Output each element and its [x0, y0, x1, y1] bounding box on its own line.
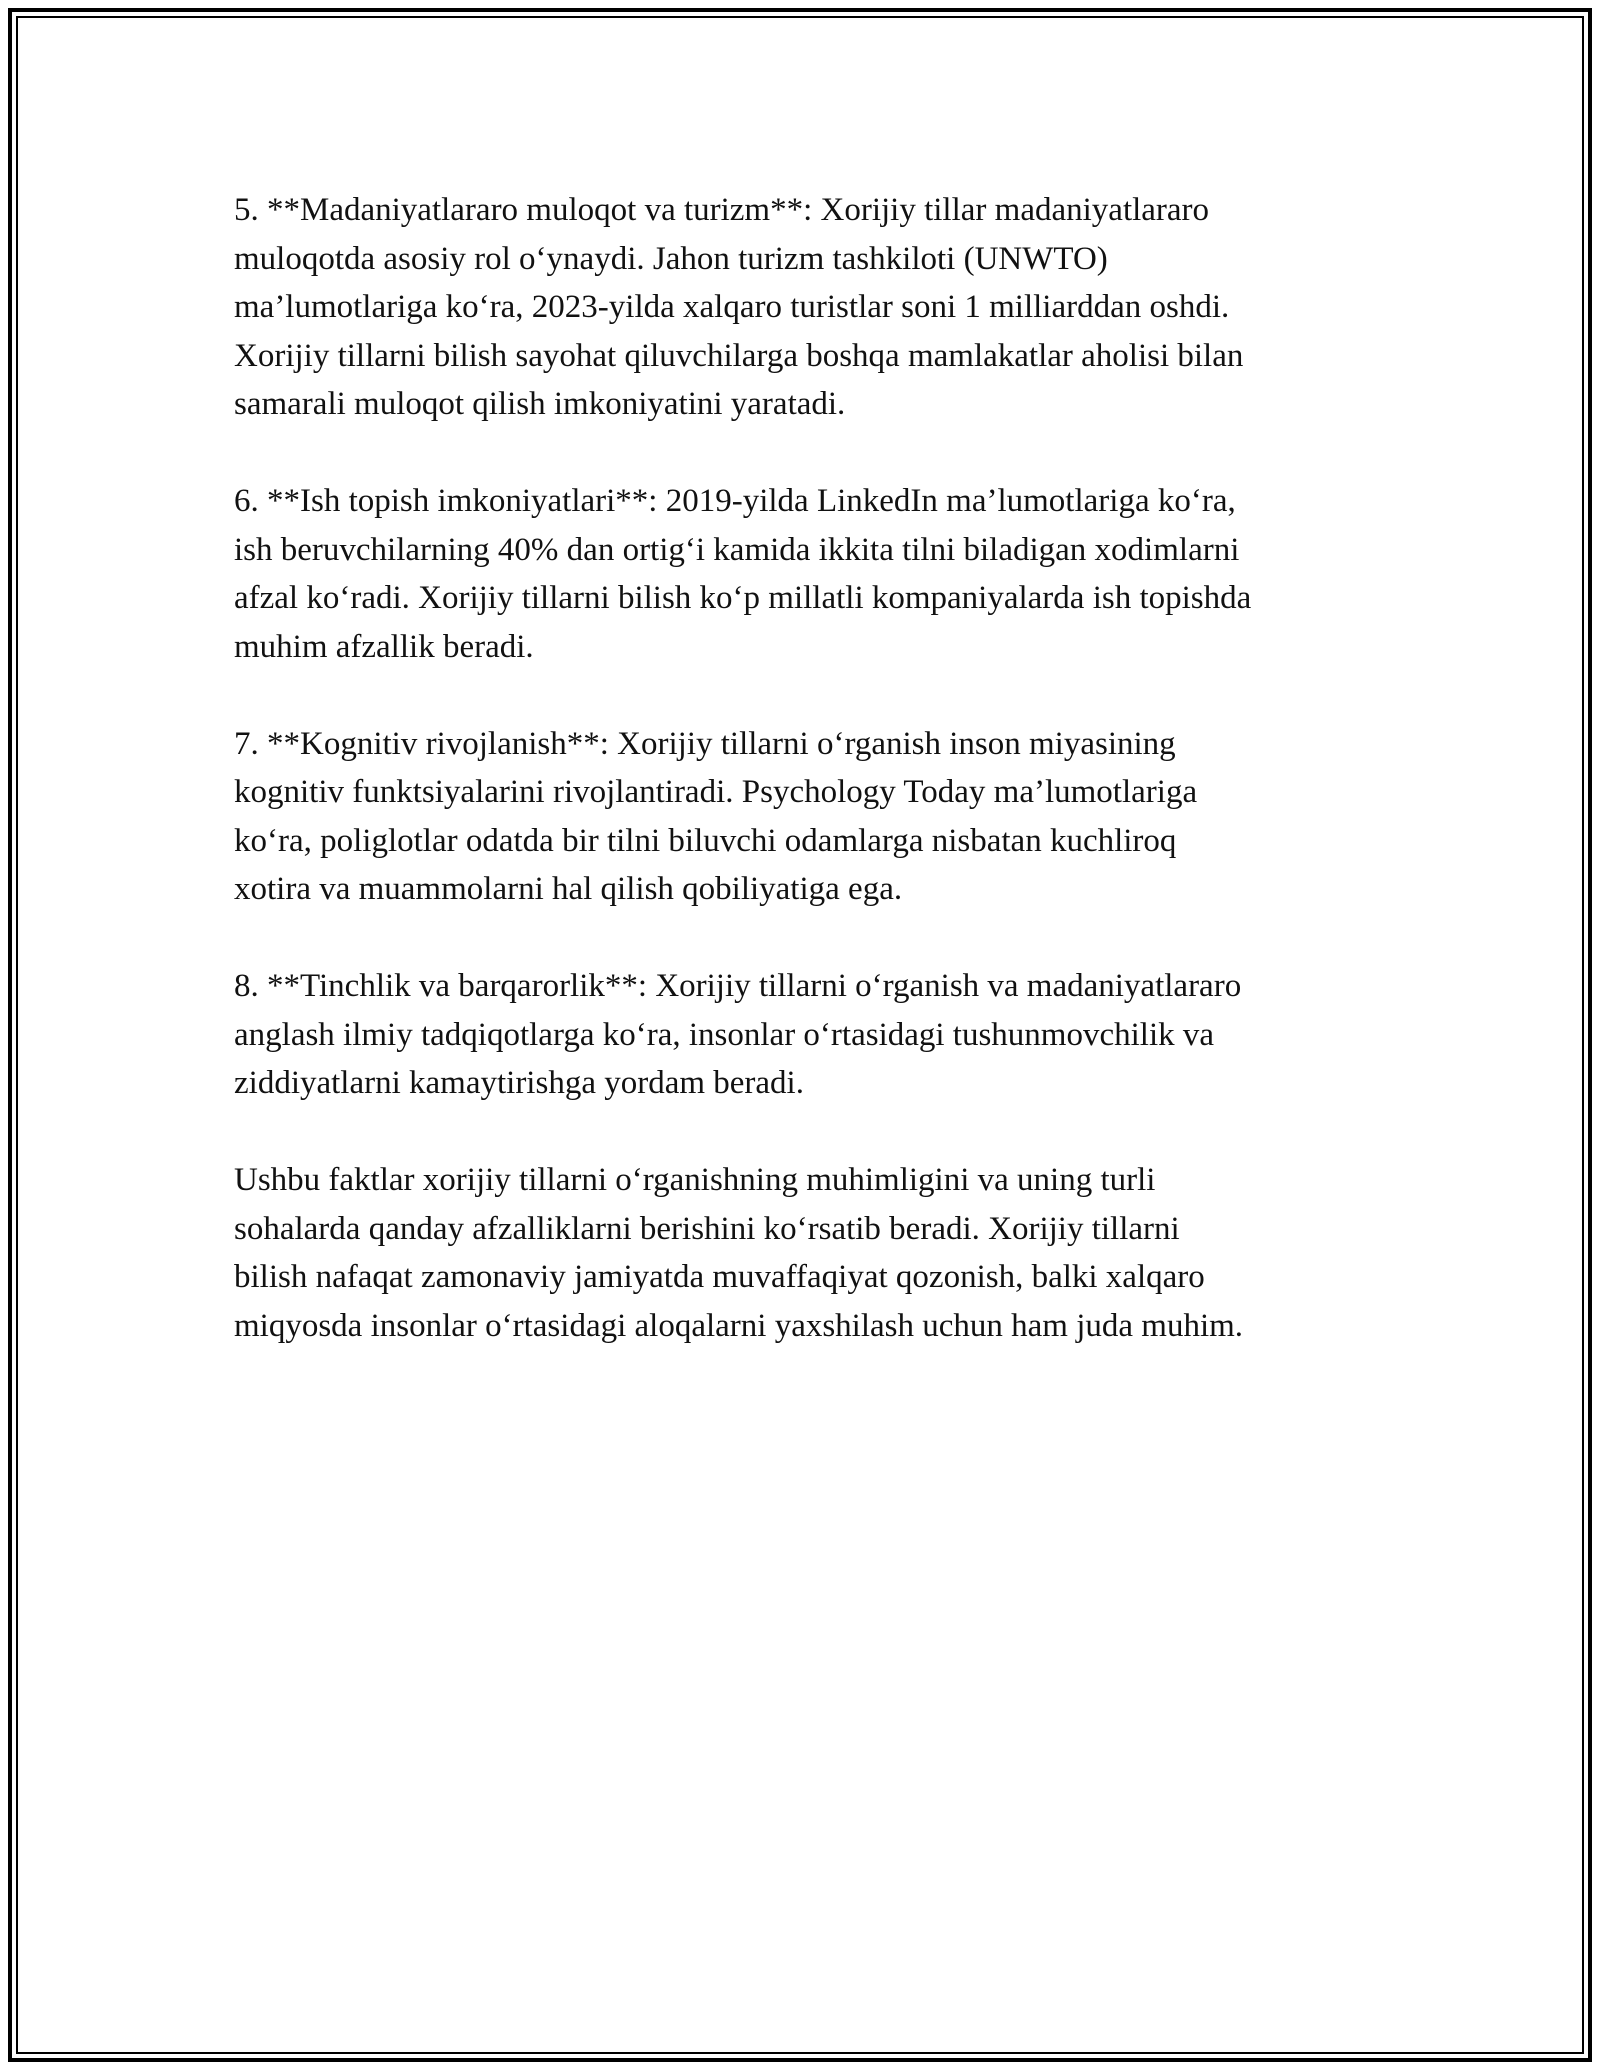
text-line: 7. **Kognitiv rivojlanish**: Xorijiy tillarni o‘rganish inson miyasining: [234, 725, 1176, 762]
paragraph-conclusion: [234, 1156, 1374, 1350]
text-line: Xorijiy tillarni bilish sayohat qiluvchilarga boshqa mamlakatlar aholisi bilan: [234, 337, 1244, 374]
text-line: 6. **Ish topish imkoniyatlari**: 2019-yilda LinkedIn ma’lumotlariga ko‘ra,: [234, 483, 1236, 519]
text-line: xotira va muammolarni hal qilish qobiliyatiga ega.: [234, 871, 903, 907]
text-line: 8. **Tinchlik va barqarorlik**: Xorijiy tillarni o‘rganish va madaniyatlararo: [234, 968, 1242, 1004]
text-line: kognitiv funktsiyalarini rivojlantiradi. Psychology Today ma’lumotlariga: [234, 774, 1198, 810]
text-line: Ushbu faktlar xorijiy tillarni o‘rganishning muhimligini va uning turli: [234, 1162, 1156, 1198]
text-line: 5. **Madaniyatlararo muloqot va turizm**: Xorijiy tillar madaniyatlararo: [234, 192, 1210, 228]
text-line: bilish nafaqat zamonaviy jamiyatda muvaffaqiyat qozonish, balki xalqaro: [234, 1259, 1205, 1295]
paragraph-intercultural-communication: [234, 186, 1374, 429]
text-line: afzal ko‘radi. Xorijiy tillarni bilish ko‘p millatli kompaniyalarda ish topishda: [234, 580, 1252, 616]
text-line: muhim afzallik beradi.: [234, 628, 534, 665]
text-line: samarali muloqot qilish imkoniyatini yaratadi.: [234, 386, 846, 422]
text-line: ziddiyatlarni kamaytirishga yordam beradi.: [234, 1065, 804, 1101]
text-line: sohalarda qanday afzalliklarni berishini ko‘rsatib beradi. Xorijiy tillarni: [234, 1210, 1180, 1247]
text-line: ma’lumotlariga ko‘ra, 2023-yilda xalqaro turistlar soni 1 milliarddan oshdi.: [234, 289, 1230, 325]
paragraph-peace-stability: [234, 962, 1374, 1108]
text-line: miqyosda insonlar o‘rtasidagi aloqalarni yaxshilash uchun ham juda muhim.: [234, 1307, 1244, 1344]
text-line: muloqotda asosiy rol o‘ynaydi. Jahon turizm tashkiloti (UNWTO): [234, 240, 1108, 277]
document-body: [234, 186, 1374, 1399]
text-line: ko‘ra, poliglotlar odatda bir tilni biluvchi odamlarga nisbatan kuchliroq: [234, 822, 1177, 859]
text-line: ish beruvchilarning 40% dan ortig‘i kamida ikkita tilni biladigan xodimlarni: [234, 531, 1240, 568]
paragraph-cognitive-development: [234, 720, 1374, 914]
text-line: anglash ilmiy tadqiqotlarga ko‘ra, insonlar o‘rtasidagi tushunmovchilik va: [234, 1016, 1215, 1053]
paragraph-job-opportunities: [234, 477, 1374, 671]
